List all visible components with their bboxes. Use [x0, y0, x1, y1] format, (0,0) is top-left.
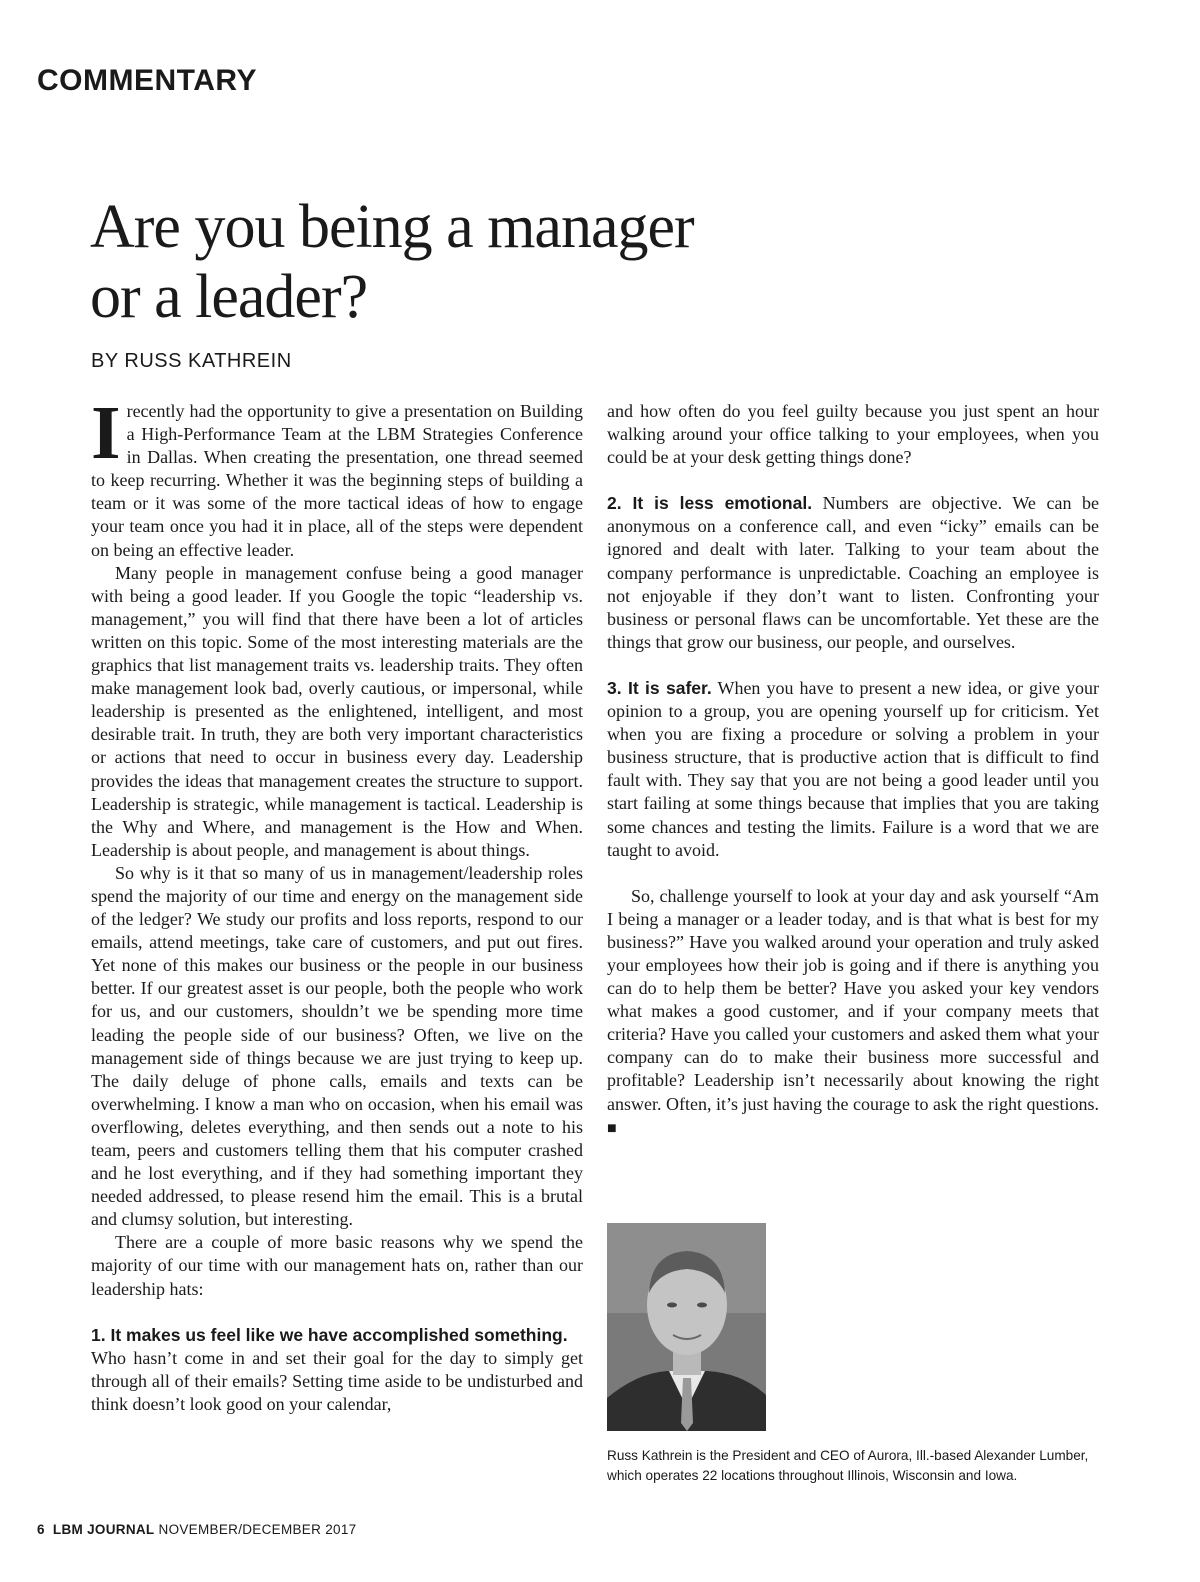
paragraph-4: There are a couple of more basic reasons why we spend the majority of our time with our management hats on, rather than our leadership hats: [91, 1232, 583, 1299]
left-column [91, 391, 583, 1416]
point-3-text: When you have to present a new idea, or give your opinion to a group, you are opening yourself up for criticism. Yet when you are fixing a procedure or solving a problem in your business structure, that is productive action that is difficult to find fault with. They say that you are not being a good leader until you start failing at some things because that implies that you are taking some chances and testing the limits. Failure is a word that we are taught to avoid. [607, 677, 1099, 860]
drop-cap: I [91, 391, 121, 475]
point-2-label: 2. It is less emotional. [607, 493, 813, 514]
page-footer [37, 1522, 356, 1537]
paragraph-continued: and how often do you feel guilty because you just spent an hour walking around your office talking to your employees, when you could be at your desk getting things done? [607, 401, 1099, 468]
point-1 [91, 1324, 583, 1416]
point-2-text: Numbers are objective. We can be anonymous on a conference call, and even “icky” emails can be ignored and dealt with later. Talking to your team about the company performance is unpredictable. Coaching an employee is not enjoyable if they don’t want to listen. Confronting your business or personal flaws can be uncomfortable. Yet these are the things that grow our business, our people, and ourselves. [607, 493, 1099, 652]
paragraph-final [607, 885, 1099, 1140]
right-column [607, 400, 1099, 1140]
point-1-text: Who hasn’t come in and set their goal for the day to simply get through all of their emails? Setting time aside to be undisturbed and think doesn’t look good on your calendar, [91, 1347, 583, 1414]
point-3-label: 3. It is safer. [607, 677, 712, 698]
point-2 [607, 492, 1099, 654]
point-1-label: 1. It makes us feel like we have accomplished something. [91, 1324, 568, 1345]
paragraph-3: So why is it that so many of us in management/leadership roles spend the majority of our time and energy on the management side of the ledger? We study our profits and loss reports, respond to our emails, attend meetings, take care of customers, and put out fires. Yet none of this makes our business or the people in our business better. If our greatest asset is our people, both the people who work for us, and our customers, shouldn’t we be spending more time leading the people side of our business? Often, we live on the management side of things because we are just trying to keep up. The daily deluge of phone calls, emails and texts can be overwhelming. I know a man who on occasion, when his email was overflowing, deletes everything, and then sends out a note to his team, peers and customers telling them that his computer crashed and he lost everything, and if they had something important they needed addressed, to please resend him the email. This is a brutal and clumsy solution, but interesting. [91, 862, 583, 1230]
paragraph-intro [91, 391, 583, 562]
paragraph-intro-text: recently had the opportunity to give a presentation on Building a High-Performance Team at the LBM Strategies Conference in Dallas. When creating the presentation, one thread seemed to keep recurring. Whether it was the beginning steps of building a team or it was some of the more tactical ideas of how to engage your team once you had it in place, all of the steps were dependent on being an effective leader. [91, 401, 583, 560]
publication-name: LBM JOURNAL [52, 1522, 155, 1537]
section-label: COMMENTARY [37, 64, 257, 97]
author-photo [607, 1223, 766, 1431]
byline: BY RUSS KATHREIN [91, 350, 292, 372]
issue-date: NOVEMBER/DECEMBER 2017 [158, 1522, 357, 1537]
page-number: 6 [37, 1522, 45, 1537]
headline-line-2: or a leader? [90, 263, 368, 331]
paragraph-2: Many people in management confuse being a good manager with being a good leader. If you Google the topic “leadership vs. management,” you will find that there have been a lot of articles written on this topic. Some of the most interesting materials are the graphics that list management traits vs. leadership traits. They often make management look bad, overly cautious, or impersonal, while leadership is presented as the enlightened, intelligent, and most desirable trait. In truth, they are both very important characteristics or actions that need to occur in business every day. Leadership provides the ideas that management creates the structure to support. Leadership is strategic, while management is tactical. Leadership is the Why and Where, and management is the How and When. Leadership is about people, and management is about things. [91, 562, 583, 860]
paragraph-final-text: So, challenge yourself to look at your day and ask yourself “Am I being a manager or a leader today, and is that what is best for my business?” Have you walked around your operation and truly asked your employees how their job is going and if there is anything you can do to help them be better? Have you asked your key vendors what makes a good customer, and if your company meets that criteria? Have you called your customers and asked them what your company can do to make their business more successful and profitable? Leadership isn’t necessarily about knowing the right answer. Often, it’s just having the courage to ask the right questions. [607, 885, 1099, 1114]
article-headline [90, 192, 850, 332]
point-3 [607, 677, 1099, 862]
photo-caption: Russ Kathrein is the President and CEO of Aurora, Ill.-based Alexander Lumber, which operates 22 locations throughout Illinois, Wisconsin and Iowa. [607, 1448, 1089, 1483]
headline-line-1: Are you being a manager [90, 193, 694, 261]
end-mark-icon: ■ [607, 1119, 617, 1137]
